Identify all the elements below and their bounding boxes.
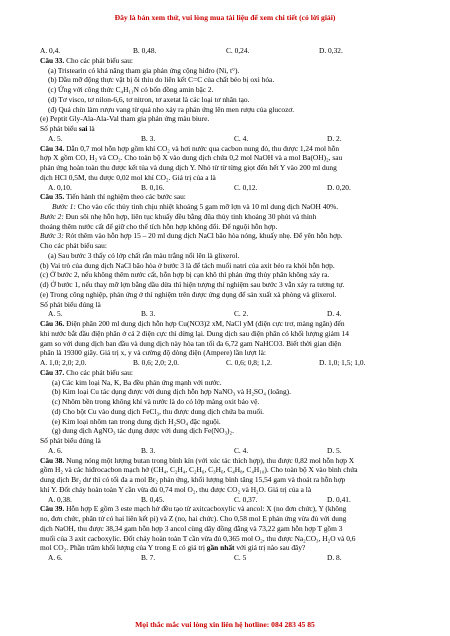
option: D. 8.	[327, 553, 342, 562]
option: C. 0,37.	[234, 494, 258, 504]
question-text: phản ứng hoàn toàn thu được kết tủa và dung dịch Y. Nhỏ từ từ từng giọt đến hết Y vào 200 ml dung	[40, 163, 337, 172]
q36-stem	[40, 319, 414, 329]
option: C. 5	[234, 553, 247, 562]
q39-stem	[40, 504, 414, 514]
statement: (đ) Quả chín làm rượu vang từ quả nho xảy ra phản ứng lên men rượu của glucozơ.	[48, 104, 295, 114]
ask-emphasis: sai	[78, 124, 88, 133]
step-text: thoảng thêm nước cất để giữ cho thể tích hỗn hợp không đổi. Để nguội hỗn hợp.	[40, 221, 278, 231]
statement: (e) Trong công nghiệp, phản ứng ở thí nghiệm trên được ứng dụng để sản xuất xà phòng và glixerol.	[40, 289, 337, 299]
ask-end: là	[87, 124, 95, 133]
statement: (d) Tơ visco, tơ nilon-6,6, tơ nitron, tơ axetat là các loại tơ nhân tạo.	[48, 94, 250, 104]
q32-options	[40, 46, 414, 56]
option: C. 0,12.	[234, 182, 258, 192]
step-text: Cho vào cốc thủy tinh chịu nhiệt khoảng 5 gam mỡ lợn và 10 ml dung dịch NaOH 40%.	[75, 202, 339, 211]
q34-stem	[40, 144, 414, 154]
step-text: Đun sôi nhẹ hỗn hợp, liên tục khuấy đều bằng đũa thủy tinh khoảng 30 phút và thỉnh	[63, 211, 317, 221]
question-text: no, đơn chức, phân tử có hai liên kết pi) và Z (no, hai chức). Cho 0,58 mol E phản ứng vừa đủ với dung	[40, 514, 347, 523]
option: A. 6.	[48, 553, 63, 562]
question-text: Cho các phát biểu sau:	[64, 55, 133, 65]
option: C. 0,24.	[226, 46, 250, 55]
statement: (b) Dầu mỡ động thực vật bị ôi thiu do liên kết C=C của chất béo bị oxi hóa.	[48, 75, 275, 85]
ask-text: mol CO₂. Phần trăm khối lượng của Y trong E có giá trị	[40, 543, 207, 553]
q37-options	[40, 446, 414, 456]
option: A. 5.	[48, 133, 63, 143]
q35-options	[40, 309, 414, 319]
question-text: khí Y. Đốt cháy hoàn toàn Y cần vừa đủ 0,74 mol O₂, thu được CO₂ và H₂O. Giá trị của a là	[40, 484, 312, 494]
question-number: Câu 35.	[40, 192, 65, 202]
option: C. 4.	[234, 133, 249, 143]
option: B. 0,48.	[133, 46, 157, 55]
statement: (b) Vai trò của dung dịch NaCl bão hòa ở bước 3 là để tách muối natri của axit béo ra khỏi hỗn hợp.	[40, 260, 335, 270]
statement: (c) Ở bước 2, nếu không thêm nước cất, hỗn hợp bị cạn khô thì phản ứng thủy phân không xảy ra.	[40, 270, 330, 280]
statement: (e) Peptit Gly-Ala-Ala-Val tham gia phản ứng màu biure.	[40, 114, 210, 124]
option: D. 4.	[327, 309, 342, 319]
question-text: gam so với dung dịch ban đầu và dung dịch này hòa tan tối đa 6,72 gam NaHCO3. Biết thời gian điện	[40, 338, 342, 348]
question-text: Hỗn hợp E gồm 3 este mạch hở đều tạo từ axitcacboxylic và ancol: X (no đơn chức), Y (không	[64, 504, 347, 514]
q37-stem	[40, 368, 414, 378]
question-ask: Cho các phát biểu sau:	[40, 241, 107, 250]
q35-stem	[40, 192, 414, 202]
question-text: Điện phân 200 ml dung dịch hỗn hợp Cu(NO3)2 xM, NaCl yM (điện cực trơ, màng ngăn) đến	[64, 319, 345, 328]
option: B. 0,45.	[141, 494, 165, 504]
question-text: gồm H₂ và các hiđrocacbon mạch hở (CH₄, C₂H₄, C₂H₆, C₃H₆, C₄H₈, C₄H₁₀). Cho toàn bộ X vào bình chứa	[40, 465, 358, 475]
option: A. 0,10.	[48, 182, 72, 192]
question-text: phân là 19300 giây. Giá trị x, y và cường độ dòng điện (Ampere) lần lượt là:	[40, 348, 266, 358]
question-ask: Số phát biểu đúng là	[40, 436, 101, 445]
step-text: Rót thêm vào hỗn hợp 15 – 20 ml dung dịch NaCl bão hòa nóng, khuấy nhẹ. Để yên hỗn hợp.	[63, 231, 343, 241]
question-number: Câu 37.	[40, 367, 65, 377]
question-number: Câu 36.	[40, 319, 65, 328]
question-text: Nung nóng một lượng butan trong bình kín (với xúc tác thích hợp), thu được 0,82 mol hỗn hợp X	[64, 455, 355, 465]
q34-options	[40, 183, 414, 193]
ask-emphasis: gần nhất	[206, 543, 235, 553]
option: B. 0,6; 2,0; 2,0.	[133, 358, 179, 367]
q38-options	[40, 495, 414, 505]
option: A. 1,0; 2,0; 2,0.	[40, 358, 87, 367]
question-text: Cho các phát biểu sau:	[64, 367, 133, 377]
q38-stem	[40, 456, 414, 466]
question-number: Câu 39.	[40, 504, 65, 514]
question-text: Dẫn 0,7 mol hỗn hợp gồm khí CO₂ và hơi nước qua cacbon nung đỏ, thu được 1,24 mol hỗn	[64, 143, 340, 153]
step	[40, 231, 414, 241]
step-label: Bước 1:	[52, 202, 76, 211]
option: A. 5.	[48, 309, 63, 319]
question-text: hợp X gồm CO, H₂ và CO₂. Cho toàn bộ X vào dung dịch chứa 0,2 mol NaOH và a mol Ba(OH)₂, sau	[40, 153, 343, 163]
question-ask	[40, 543, 414, 553]
question-text: khi nước bắt đầu điện phân ở cả 2 điện cực thì dừng lại. Dung dịch sau điện phân có khối lượng giảm 14	[40, 328, 349, 338]
q36-options	[40, 358, 414, 368]
question-text: dịch HCl 0,5M, thu được 0,02 mol khí CO₂. Giá trị của a là	[40, 172, 216, 182]
question-ask: Số phát biểu đúng là	[40, 299, 101, 309]
step-label: Bước 2:	[40, 211, 64, 221]
ask-text: Số phát biểu	[40, 124, 79, 133]
option: B. 3.	[141, 445, 156, 455]
statement: (b) Kim loại Cu tác dụng được với dung dịch hỗn hợp NaNO₃ và H₂SO₄ (loãng).	[52, 387, 291, 397]
option: A. 6.	[48, 445, 63, 455]
statement: (a) Các kim loại Na, K, Ba đều phản ứng mạnh với nước.	[52, 377, 222, 387]
question-text: Tiến hành thí nghiệm theo các bước sau:	[64, 192, 186, 202]
step	[40, 212, 414, 222]
question-number: Câu 34.	[40, 143, 65, 153]
option: A. 0,4.	[40, 46, 61, 55]
q33-options	[40, 134, 414, 144]
preview-banner: Đây là bản xem thử, vui lòng mua tài liệu để xem chi tiết (có lời giải)	[114, 13, 336, 22]
q33-stem	[40, 56, 414, 66]
option: D. 0,20.	[327, 182, 351, 192]
statement: (c) Ứng với công thức C₄H₁₁N có bốn đồng amin bậc 2.	[48, 85, 214, 94]
document-body	[40, 46, 414, 563]
option: D. 1,0; 1,5; 1,0.	[319, 358, 366, 367]
ask-end: với giá trị nào sau đây?	[234, 543, 306, 553]
statement: (a) Sau bước 3 thấy có lớp chất rắn màu trắng nổi lên là glixerol.	[48, 250, 240, 260]
statement: (g) dung dịch AgNO₃ tác dụng được với dung dịch Fe(NO₃)₂.	[52, 426, 234, 436]
step-label: Bước 3:	[40, 231, 64, 241]
question-ask	[40, 124, 414, 134]
option: D. 2.	[327, 133, 342, 143]
option: B. 3.	[141, 133, 156, 143]
option: D. 0,41.	[327, 494, 351, 504]
question-number: Câu 33.	[40, 55, 65, 65]
option: C. 4.	[234, 445, 249, 455]
option: B. 3.	[141, 309, 156, 319]
option: B. 7.	[141, 553, 156, 562]
q39-options	[40, 553, 414, 563]
question-number: Câu 38.	[40, 455, 65, 465]
option: A. 0,38.	[48, 494, 72, 504]
question-text: dịch NaOH, thu được 38,34 gam hỗn hợp 3 ancol cùng dãy đồng đẳng và 73,22 gam hỗn hợp T gồm 3	[40, 523, 343, 533]
statement: (e) Kim loại nhôm tan trong dung dịch H₂SO₄ đặc nguội.	[52, 416, 221, 426]
option: C. 2.	[234, 309, 249, 319]
statement: (d) Cho bột Cu vào dung dịch FeCl₃, thu được dung dịch chứa ba muối.	[52, 406, 264, 416]
option: D. 5.	[327, 445, 342, 455]
option: D. 0,32.	[319, 46, 343, 55]
hotline-footer: Mọi thắc mắc vui lòng xin liên hệ hotline: 084 283 45 85	[135, 620, 315, 629]
statement: (a) Tristearin có khả năng tham gia phản ứng cộng hiđro (Ni, t°).	[48, 65, 240, 75]
question-text: muối của 3 axit cacboxylic. Đốt cháy hoàn toàn T cần vừa đủ 0,365 mol O₂, thu được Na₂CO₃, H₂O và 0,6	[40, 533, 356, 543]
statement: (d) Ở bước 1, nếu thay mỡ lợn bằng dầu dừa thì hiện tượng thí nghiệm sau bước 3 vẫn xảy ra tương tự.	[40, 280, 345, 289]
option: C. 0,6; 0,8; 1,2.	[226, 358, 272, 367]
option: B. 0,16.	[141, 182, 165, 192]
question-text: dung dịch Br₂ dư thì có tối đa a mol Br₂ phản ứng, khối lượng bình tăng 15,54 gam và thoát ra hỗn hợp	[40, 475, 346, 484]
statement: (c) Nhôm bền trong không khí và nước là do có lớp màng oxit bảo vệ.	[52, 397, 260, 406]
step	[40, 202, 414, 212]
